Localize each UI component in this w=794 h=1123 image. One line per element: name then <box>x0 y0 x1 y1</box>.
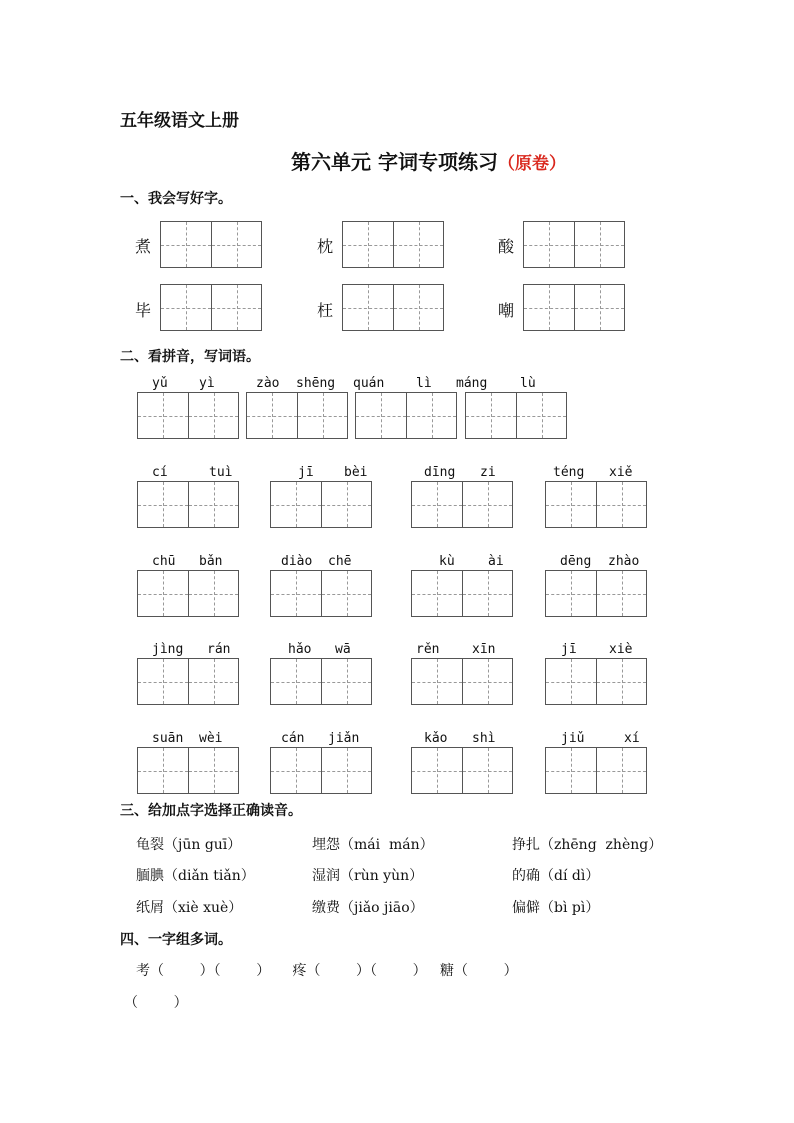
pinyin: quán <box>353 376 385 391</box>
pinyin: lù <box>520 376 536 391</box>
writing-grid[interactable] <box>545 658 647 705</box>
pinyin: kù <box>439 554 455 569</box>
pinyin: ài <box>488 554 504 569</box>
writing-grid[interactable] <box>137 392 239 439</box>
pinyin: wèi <box>199 731 223 746</box>
pinyin: xí <box>624 731 640 746</box>
title-main: 第六单元 字词专项练习 <box>291 150 498 174</box>
pronunciation-item[interactable]: 的确（dí dì） <box>512 868 600 884</box>
pinyin: rán <box>207 642 231 657</box>
pinyin: lì <box>416 376 432 391</box>
pinyin: dīng <box>424 465 456 480</box>
pinyin: xiě <box>609 465 633 480</box>
word-building-line[interactable]: 考（ ）（ ） 疼（ ）（ ） 糖（ ） <box>136 963 518 979</box>
char-5: 枉 <box>317 301 334 320</box>
pinyin: jī <box>561 642 577 657</box>
writing-grid[interactable] <box>523 221 625 268</box>
pinyin: zhào <box>608 554 640 569</box>
pinyin: chū <box>152 554 176 569</box>
pronunciation-item[interactable]: 湿润（rùn yùn） <box>312 868 424 884</box>
writing-grid[interactable] <box>270 570 372 617</box>
pinyin: cí <box>152 465 168 480</box>
writing-grid[interactable] <box>523 284 625 331</box>
pinyin: xiè <box>609 642 633 657</box>
char-6: 嘲 <box>498 301 515 320</box>
writing-grid[interactable] <box>342 284 444 331</box>
char-1: 煮 <box>135 237 152 256</box>
writing-grid[interactable] <box>411 481 513 528</box>
section-2-heading: 二、看拼音，写词语。 <box>120 349 260 365</box>
pronunciation-item[interactable]: 挣扎（zhēng zhèng） <box>512 837 663 853</box>
pinyin: tuì <box>209 465 233 480</box>
pronunciation-item[interactable]: 埋怨（mái mán） <box>312 837 434 853</box>
writing-grid[interactable] <box>342 221 444 268</box>
char-2: 枕 <box>317 237 334 256</box>
writing-grid[interactable] <box>411 747 513 794</box>
pronunciation-item[interactable]: 缴费（jiǎo jiāo） <box>312 900 424 916</box>
writing-grid[interactable] <box>411 570 513 617</box>
pronunciation-item[interactable]: 偏僻（bì pì） <box>512 900 600 916</box>
writing-grid[interactable] <box>355 392 457 439</box>
pinyin: shì <box>472 731 496 746</box>
writing-grid[interactable] <box>270 747 372 794</box>
writing-grid[interactable] <box>545 481 647 528</box>
pinyin: dēng <box>560 554 592 569</box>
pinyin: shēng <box>296 376 336 391</box>
writing-grid[interactable] <box>137 747 239 794</box>
pinyin: bèi <box>344 465 368 480</box>
writing-grid[interactable] <box>246 392 348 439</box>
pinyin: rěn <box>416 642 440 657</box>
writing-grid[interactable] <box>137 658 239 705</box>
word-building-line[interactable]: （ ） <box>124 995 188 1011</box>
pronunciation-item[interactable]: 腼腆（diǎn tiǎn） <box>136 868 255 884</box>
pinyin: xīn <box>472 642 496 657</box>
section-3-heading: 三、给加点字选择正确读音。 <box>120 803 302 819</box>
title-tag: （原卷） <box>497 154 566 174</box>
pinyin: chē <box>328 554 352 569</box>
pronunciation-item[interactable]: 纸屑（xiè xuè） <box>136 900 243 916</box>
writing-grid[interactable] <box>160 221 262 268</box>
writing-grid[interactable] <box>160 284 262 331</box>
writing-grid[interactable] <box>411 658 513 705</box>
pinyin: jī <box>298 465 314 480</box>
pinyin: hǎo <box>288 642 312 657</box>
writing-grid[interactable] <box>545 747 647 794</box>
writing-grid[interactable] <box>270 658 372 705</box>
grade-label: 五年级语文上册 <box>120 111 239 131</box>
pinyin: téng <box>553 465 585 480</box>
pinyin: máng <box>456 376 488 391</box>
pinyin: yǔ <box>152 376 168 391</box>
writing-grid[interactable] <box>465 392 567 439</box>
pinyin: cán <box>281 731 305 746</box>
pinyin: yì <box>199 376 215 391</box>
char-3: 酸 <box>498 237 515 256</box>
pinyin: diào <box>281 554 313 569</box>
pinyin: jiǎn <box>328 731 360 746</box>
pinyin: jìng <box>152 642 184 657</box>
pinyin: kǎo <box>424 731 448 746</box>
writing-grid[interactable] <box>137 481 239 528</box>
pinyin: zi <box>480 465 496 480</box>
pinyin: bǎn <box>199 554 223 569</box>
pinyin: suān <box>152 731 184 746</box>
writing-grid[interactable] <box>545 570 647 617</box>
writing-grid[interactable] <box>137 570 239 617</box>
section-1-heading: 一、我会写好字。 <box>120 191 232 207</box>
pinyin: jiǔ <box>561 731 585 746</box>
pinyin: zào <box>256 376 280 391</box>
section-4-heading: 四、一字组多词。 <box>120 932 232 948</box>
pinyin: wā <box>335 642 351 657</box>
writing-grid[interactable] <box>270 481 372 528</box>
char-4: 毕 <box>135 301 152 320</box>
pronunciation-item[interactable]: 龟裂（jūn guī） <box>136 837 242 853</box>
